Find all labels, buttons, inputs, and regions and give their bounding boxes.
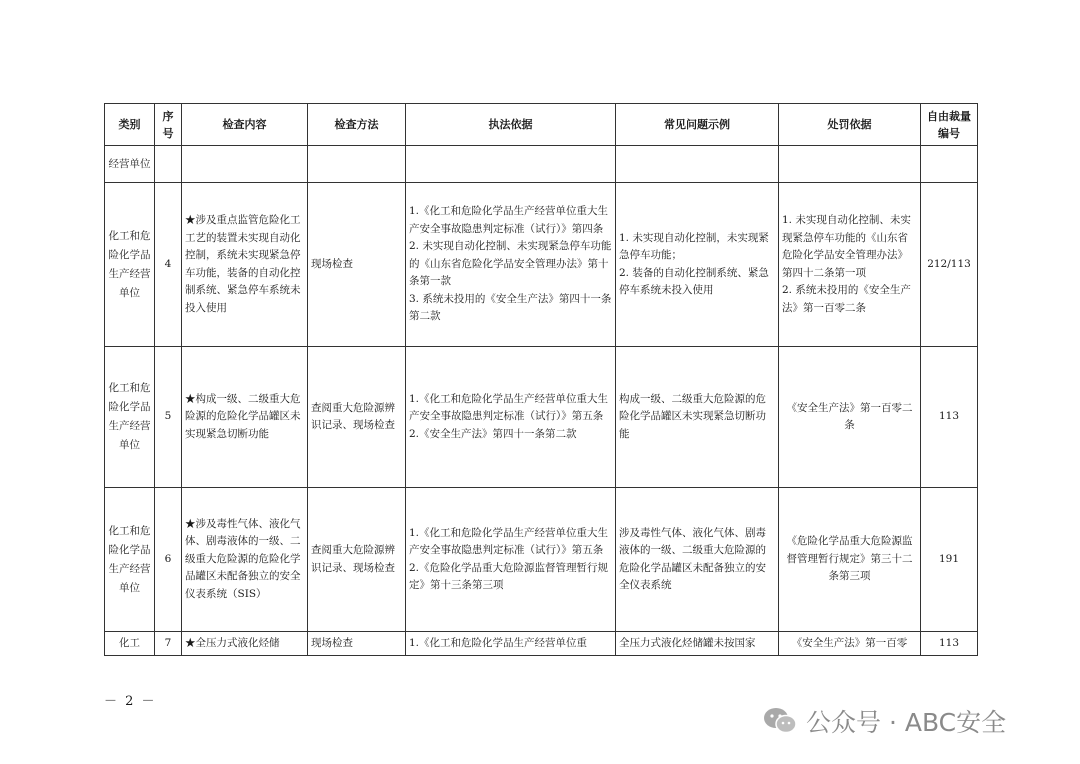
cell-basis [406, 488, 616, 632]
penalty-line: 《安全生产法》第一百零 [791, 636, 908, 649]
cell-code: 212/113 [921, 183, 978, 347]
cell-basis [406, 183, 616, 347]
cell-examples [616, 146, 779, 183]
cell-content: ★构成一级、二级重大危险源的危险化学品罐区未实现紧急切断功能 [182, 347, 308, 488]
cell-category: 化工和危险化学品生产经营单位 [105, 488, 155, 632]
penalty-line: 《危险化学品重大危险源监督管理暂行规定》第三十二条第三项 [786, 535, 913, 583]
example-line: 2. 装备的自动化控制系统、紧急停车系统未投入使用 [619, 266, 769, 296]
basis-line: 2.《安全生产法》第四十一条第二款 [409, 427, 577, 440]
watermark-text: 公众号 · ABC安全 [806, 708, 1007, 737]
cell-basis [406, 632, 616, 656]
cell-content: ★涉及毒性气体、液化气体、剧毒液体的一级、二级重大危险源的危险化学品罐区未配备独立的安全仪表系统（SIS） [182, 488, 308, 632]
penalty-line: 2. 系统未投用的《安全生产法》第一百零二条 [782, 284, 911, 314]
cell-penalty [779, 488, 921, 632]
basis-line: 1.《化工和危险化学品生产经营单位重大生产安全事故隐患判定标准（试行）》第四条 [409, 205, 609, 235]
basis-line: 2.《危险化学品重大危险源监督管理暂行规定》第十三条第三项 [409, 561, 609, 591]
cell-number [155, 146, 182, 183]
cell-content: ★涉及重点监管危险化工工艺的装置未实现自动化控制，系统未实现紧急停车功能，装备的自动化控制系统、紧急停车系统未投入使用 [182, 183, 308, 347]
cell-content: ★全压力式液化烃储 [182, 632, 308, 656]
cell-category: 化工和危险化学品生产经营单位 [105, 183, 155, 347]
cell-number: 5 [155, 347, 182, 488]
table-row [105, 146, 978, 183]
basis-line: 1.《化工和危险化学品生产经营单位重大生产安全事故隐患判定标准（试行）》第五条 [409, 392, 609, 423]
watermark [762, 703, 1006, 739]
cell-penalty [779, 347, 921, 488]
cell-basis [406, 347, 616, 488]
cell-method: 查阅重大危险源辨识记录、现场检查 [308, 347, 406, 488]
example-line: 构成一级、二级重大危险源的危险化学品罐区未实现紧急切断功能 [619, 392, 766, 440]
cell-code: 113 [921, 632, 978, 656]
cell-penalty [779, 183, 921, 347]
cell-basis [406, 146, 616, 183]
header-category: 类别 [105, 104, 155, 146]
table-row [105, 632, 978, 656]
cell-penalty [779, 146, 921, 183]
header-content: 检查内容 [182, 104, 308, 146]
cell-method [308, 146, 406, 183]
example-line: 涉及毒性气体、液化气体、剧毒液体的一级、二级重大危险源的危险化学品罐区未配备独立的安全仪表系统 [619, 526, 766, 591]
cell-examples [616, 183, 779, 347]
table-row [105, 183, 978, 347]
basis-line: 1.《化工和危险化学品生产经营单位重大生产安全事故隐患判定标准（试行）》第五条 [409, 526, 609, 556]
penalty-line: 《安全生产法》第一百零二条 [786, 401, 913, 431]
cell-code: 191 [921, 488, 978, 632]
cell-examples [616, 488, 779, 632]
cell-method: 现场检查 [308, 183, 406, 347]
basis-line: 3. 系统未投用的《安全生产法》第四十一条第二款 [409, 292, 612, 323]
header-penalty: 处罚依据 [779, 104, 921, 146]
inspection-table [104, 103, 978, 656]
cell-number: 6 [155, 488, 182, 632]
cell-method: 现场检查 [308, 632, 406, 656]
page-number: － 2 － [104, 694, 157, 709]
cell-number: 4 [155, 183, 182, 347]
header-code: 自由裁量编号 [921, 104, 978, 146]
table-row [105, 347, 978, 488]
cell-category: 经营单位 [105, 146, 155, 183]
cell-content [182, 146, 308, 183]
cell-penalty [779, 632, 921, 656]
cell-code: 113 [921, 347, 978, 488]
header-basis: 执法依据 [406, 104, 616, 146]
example-line: 1. 未实现自动化控制，未实现紧急停车功能； [619, 231, 769, 261]
basis-line: 2. 未实现自动化控制、未实现紧急停车功能的《山东省危险化学品安全管理办法》第十条第一款 [409, 240, 612, 288]
basis-line: 1.《化工和危险化学品生产经营单位重 [409, 636, 588, 649]
cell-examples [616, 632, 779, 656]
header-method: 检查方法 [308, 104, 406, 146]
cell-number: 7 [155, 632, 182, 656]
header-number: 序号 [155, 104, 182, 146]
wechat-icon [762, 706, 798, 736]
table-row [105, 488, 978, 632]
cell-examples [616, 347, 779, 488]
cell-method: 查阅重大危险源辨识记录、现场检查 [308, 488, 406, 632]
header-examples: 常见问题示例 [616, 104, 779, 146]
penalty-line: 1. 未实现自动化控制、未实现紧急停车功能的《山东省危险化学品安全管理办法》第四十二条第一项 [782, 214, 911, 279]
cell-category: 化工和危险化学品生产经营单位 [105, 347, 155, 488]
cell-code [921, 146, 978, 183]
example-line: 全压力式液化烃储罐未按国家 [619, 636, 756, 649]
cell-category: 化工 [105, 632, 155, 656]
table-header-row [105, 104, 978, 146]
